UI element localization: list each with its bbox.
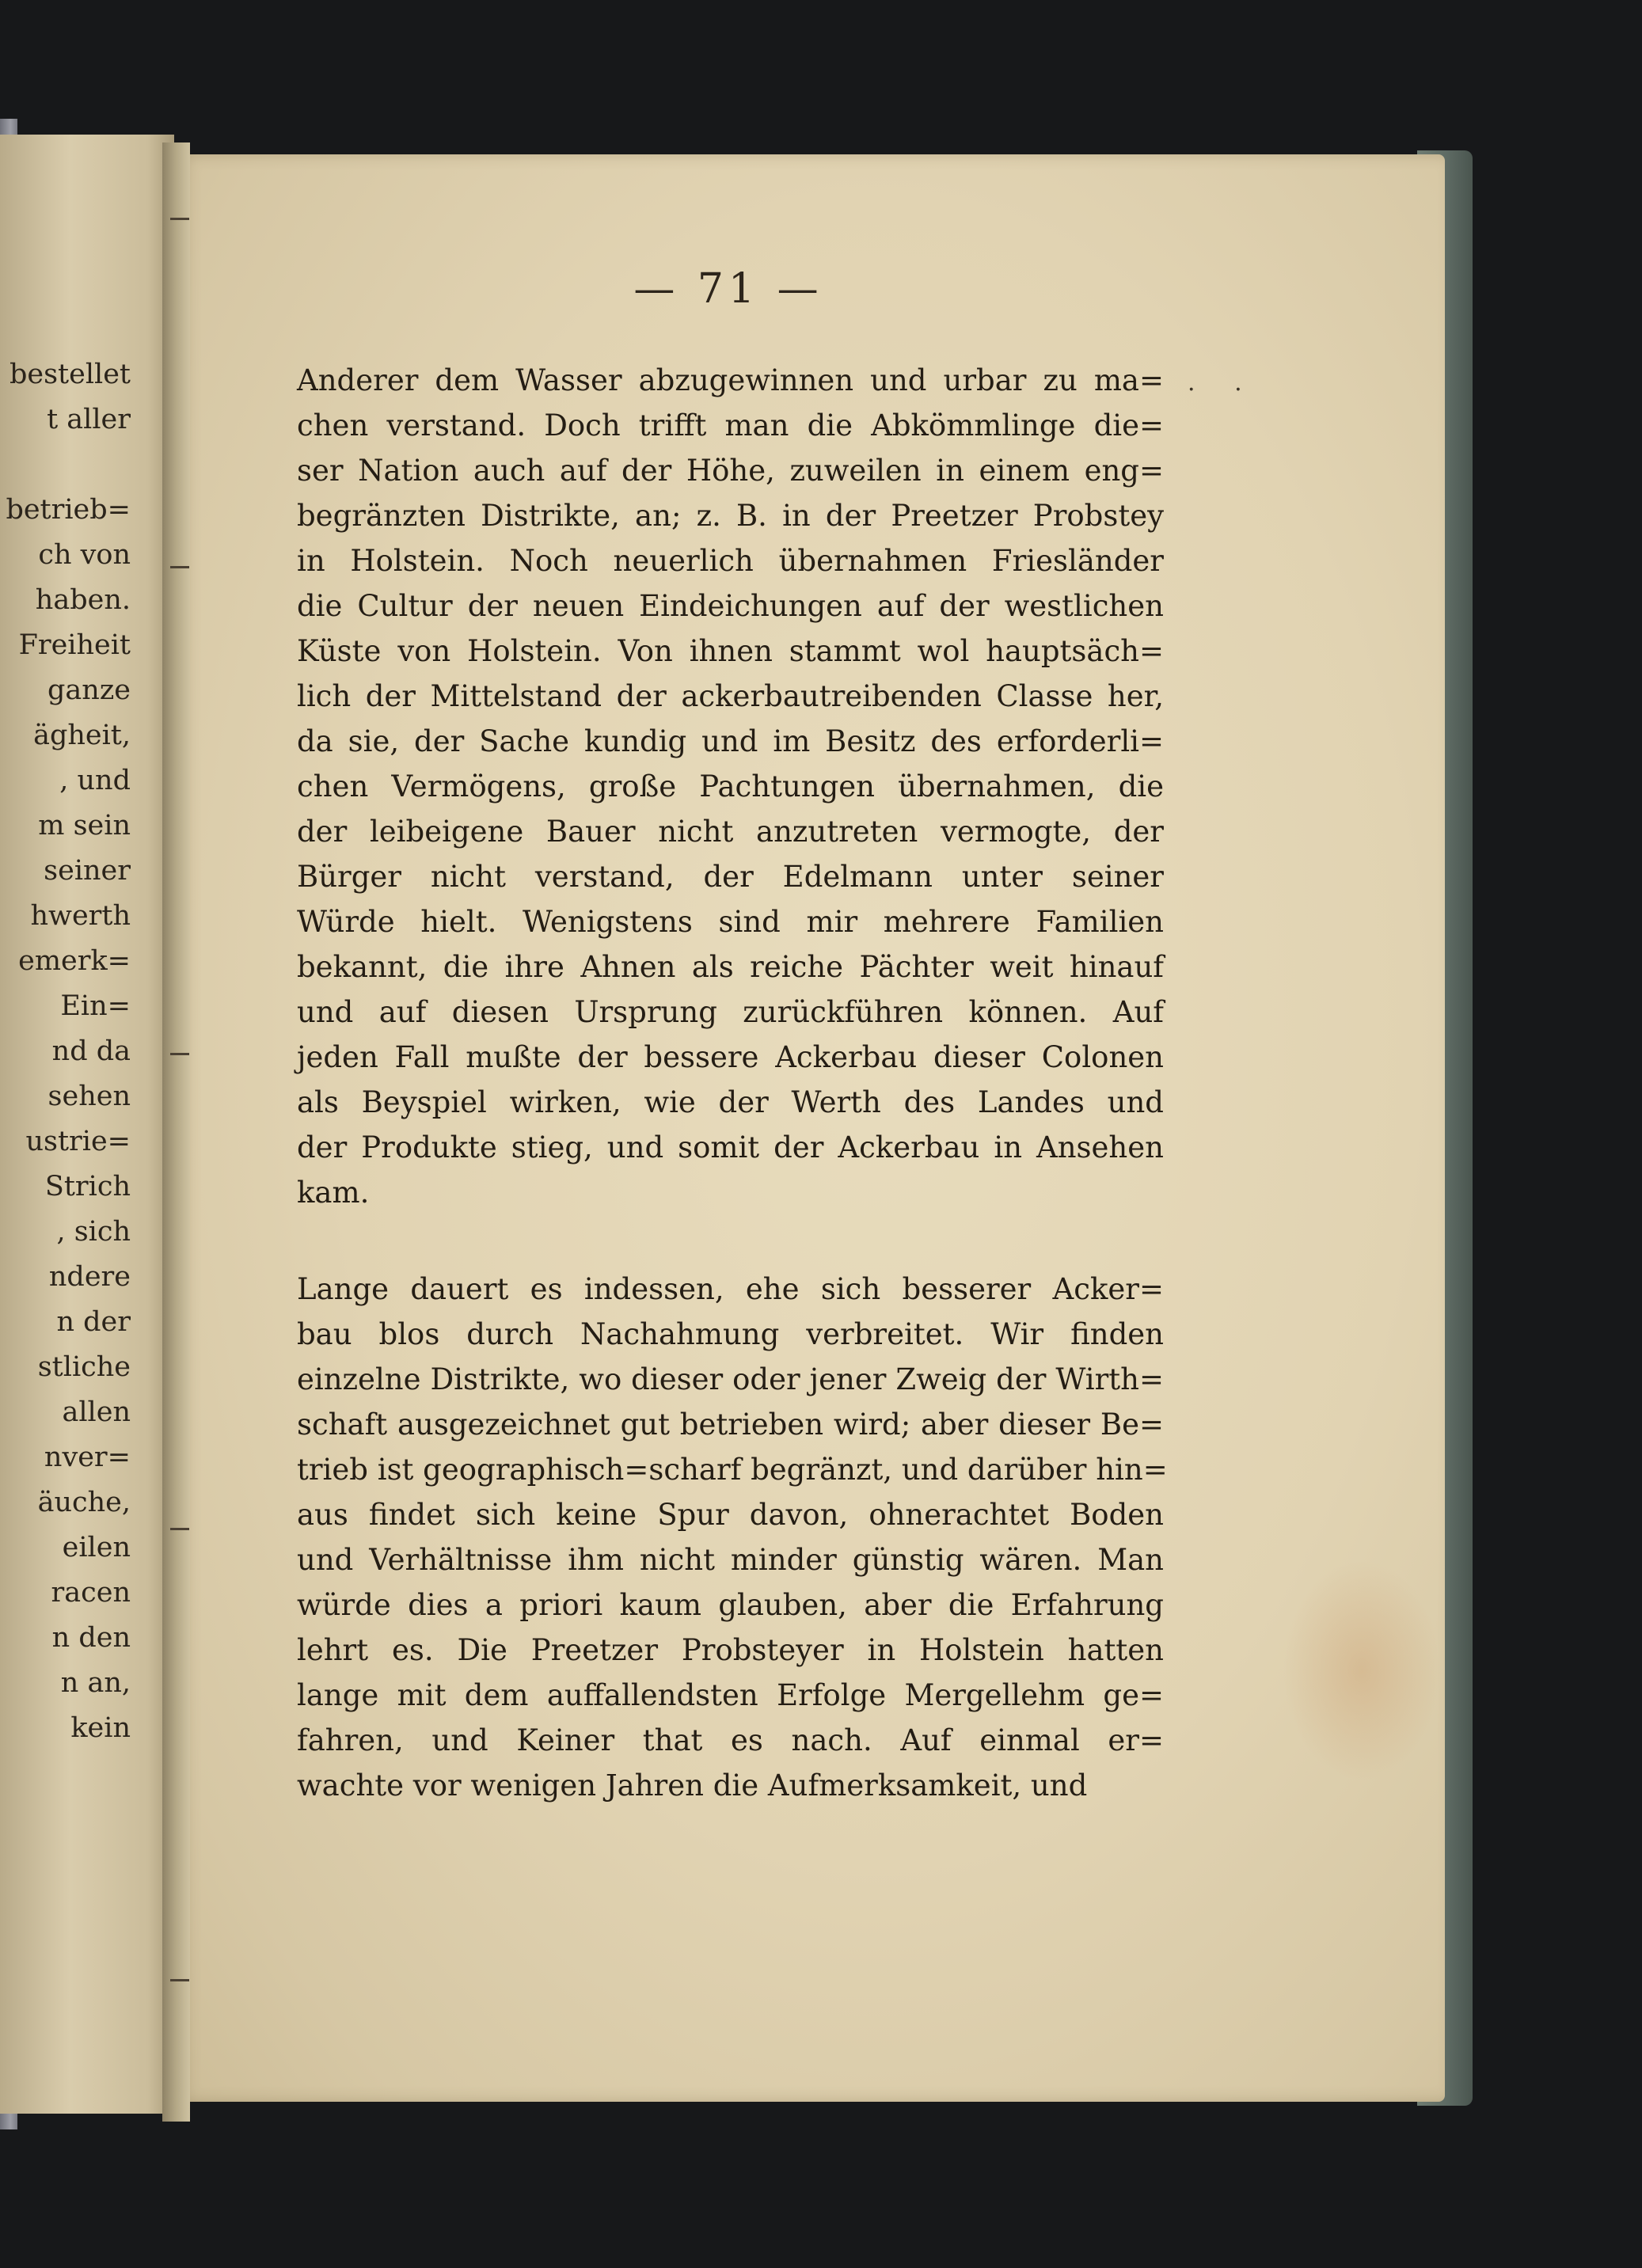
left-page-line: haben.: [35, 584, 131, 616]
left-page-line: [0, 443, 131, 488]
left-page-line: Strich: [44, 1171, 131, 1202]
left-page-line: ch von: [38, 539, 131, 571]
margin-dots: · ·: [1188, 376, 1258, 404]
text-line: Lange dauert es indessen, ehe sich besserer Acker=: [297, 1272, 1164, 1306]
text-line: Würde hielt. Wenigstens sind mir mehrere Familien: [297, 905, 1164, 939]
text-line: und auf diesen Ursprung zurückführen können. Auf: [297, 995, 1164, 1029]
left-page-line: , und: [59, 765, 131, 796]
left-page-line: äuche,: [37, 1487, 131, 1518]
left-page-line: allen: [62, 1396, 131, 1428]
margin-mark: [170, 218, 189, 220]
text-line: schaft ausgezeichnet gut betrieben wird; aber dieser Be=: [297, 1408, 1164, 1442]
left-page-line: hwerth: [30, 900, 131, 932]
text-line: die Cultur der neuen Eindeichungen auf der westlichen: [297, 589, 1164, 623]
left-page-line: stliche: [37, 1351, 131, 1383]
left-page-line: ganze: [48, 674, 131, 706]
left-page-line: n der: [56, 1306, 131, 1338]
margin-mark: [170, 566, 189, 568]
text-line: der leibeigene Bauer nicht anzutreten vermogte, der: [297, 815, 1164, 849]
left-page-line: t aller: [47, 404, 131, 435]
left-page-text-fragments: [0, 352, 131, 1751]
text-line: bau blos durch Nachahmung verbreitet. Wir finden: [297, 1317, 1164, 1351]
left-page-line: n den: [51, 1622, 131, 1654]
text-line: bekannt, die ihre Ahnen als reiche Pächter weit hinauf: [297, 950, 1164, 984]
text-line: lehrt es. Die Preetzer Probsteyer in Holstein hatten: [297, 1633, 1164, 1667]
text-line: da sie, der Sache kundig und im Besitz des erforderli=: [297, 724, 1164, 758]
left-page-line: Freiheit: [18, 629, 131, 661]
text-line: aus findet sich keine Spur davon, ohnerachtet Boden: [297, 1498, 1164, 1532]
left-page-line: n an,: [60, 1667, 131, 1699]
left-page-line: ndere: [48, 1261, 131, 1293]
text-line: einzelne Distrikte, wo dieser oder jener Zweig der Wirth=: [297, 1362, 1164, 1396]
text-line: und Verhältnisse ihm nicht minder günstig wären. Man: [297, 1543, 1164, 1577]
text-line: lich der Mittelstand der ackerbautreibenden Classe her,: [297, 679, 1164, 713]
text-line: chen Vermögens, große Pachtungen übernahmen, die: [297, 769, 1164, 803]
paragraph-1: [297, 358, 1164, 1215]
left-page-line: betrieb=: [6, 494, 131, 526]
left-page-line: emerk=: [18, 945, 131, 977]
text-line: trieb ist geographisch=scharf begränzt, und darüber hin=: [297, 1453, 1168, 1487]
left-page-line: nd da: [51, 1035, 131, 1067]
text-line: Bürger nicht verstand, der Edelmann unter seiner: [297, 860, 1164, 894]
left-page-line: nver=: [44, 1442, 131, 1473]
left-page-line: bestellet: [9, 359, 131, 390]
left-page-line: m sein: [38, 810, 131, 841]
left-page-line: ägheit,: [33, 720, 131, 751]
left-page-line: , sich: [56, 1216, 131, 1248]
gutter-shadow: [162, 142, 190, 2122]
left-page-line: eilen: [62, 1532, 131, 1563]
text-line: in Holstein. Noch neuerlich übernahmen Friesländer: [297, 544, 1164, 578]
left-page-line: ustrie=: [25, 1126, 131, 1157]
text-line: ser Nation auch auf der Höhe, zuweilen in einem eng=: [297, 454, 1164, 488]
left-page-line: kein: [70, 1712, 131, 1744]
text-line: Anderer dem Wasser abzugewinnen und urbar zu ma=: [297, 363, 1164, 397]
margin-mark: [170, 1053, 189, 1055]
text-line: Küste von Holstein. Von ihnen stammt wol hauptsäch=: [297, 634, 1164, 668]
page-number: — 71 —: [633, 265, 823, 313]
paper-stain: [1283, 1559, 1441, 1781]
text-line: chen verstand. Doch trifft man die Abkömmlinge die=: [297, 408, 1164, 443]
margin-mark: [170, 1979, 189, 1981]
left-page-line: sehen: [48, 1081, 131, 1112]
left-page-line: racen: [51, 1577, 131, 1609]
paragraph-2: [297, 1267, 1168, 1808]
left-page-line: seiner: [44, 855, 131, 887]
text-line: jeden Fall mußte der bessere Ackerbau dieser Colonen: [297, 1040, 1164, 1074]
text-line: würde dies a priori kaum glauben, aber die Erfahrung: [297, 1588, 1164, 1622]
margin-mark: [170, 1528, 189, 1530]
text-line: kam.: [297, 1176, 370, 1210]
text-line: als Beyspiel wirken, wie der Werth des Landes und: [297, 1085, 1164, 1119]
text-line: begränzten Distrikte, an; z. B. in der Preetzer Probstey: [297, 499, 1164, 533]
left-page-line: Ein=: [60, 990, 131, 1022]
text-line: fahren, und Keiner that es nach. Auf einmal er=: [297, 1723, 1164, 1757]
text-line: lange mit dem auffallendsten Erfolge Mergellehm ge=: [297, 1678, 1164, 1712]
text-line: wachte vor wenigen Jahren die Aufmerksamkeit, und: [297, 1768, 1088, 1803]
text-line: der Produkte stieg, und somit der Ackerbau in Ansehen: [297, 1130, 1164, 1164]
